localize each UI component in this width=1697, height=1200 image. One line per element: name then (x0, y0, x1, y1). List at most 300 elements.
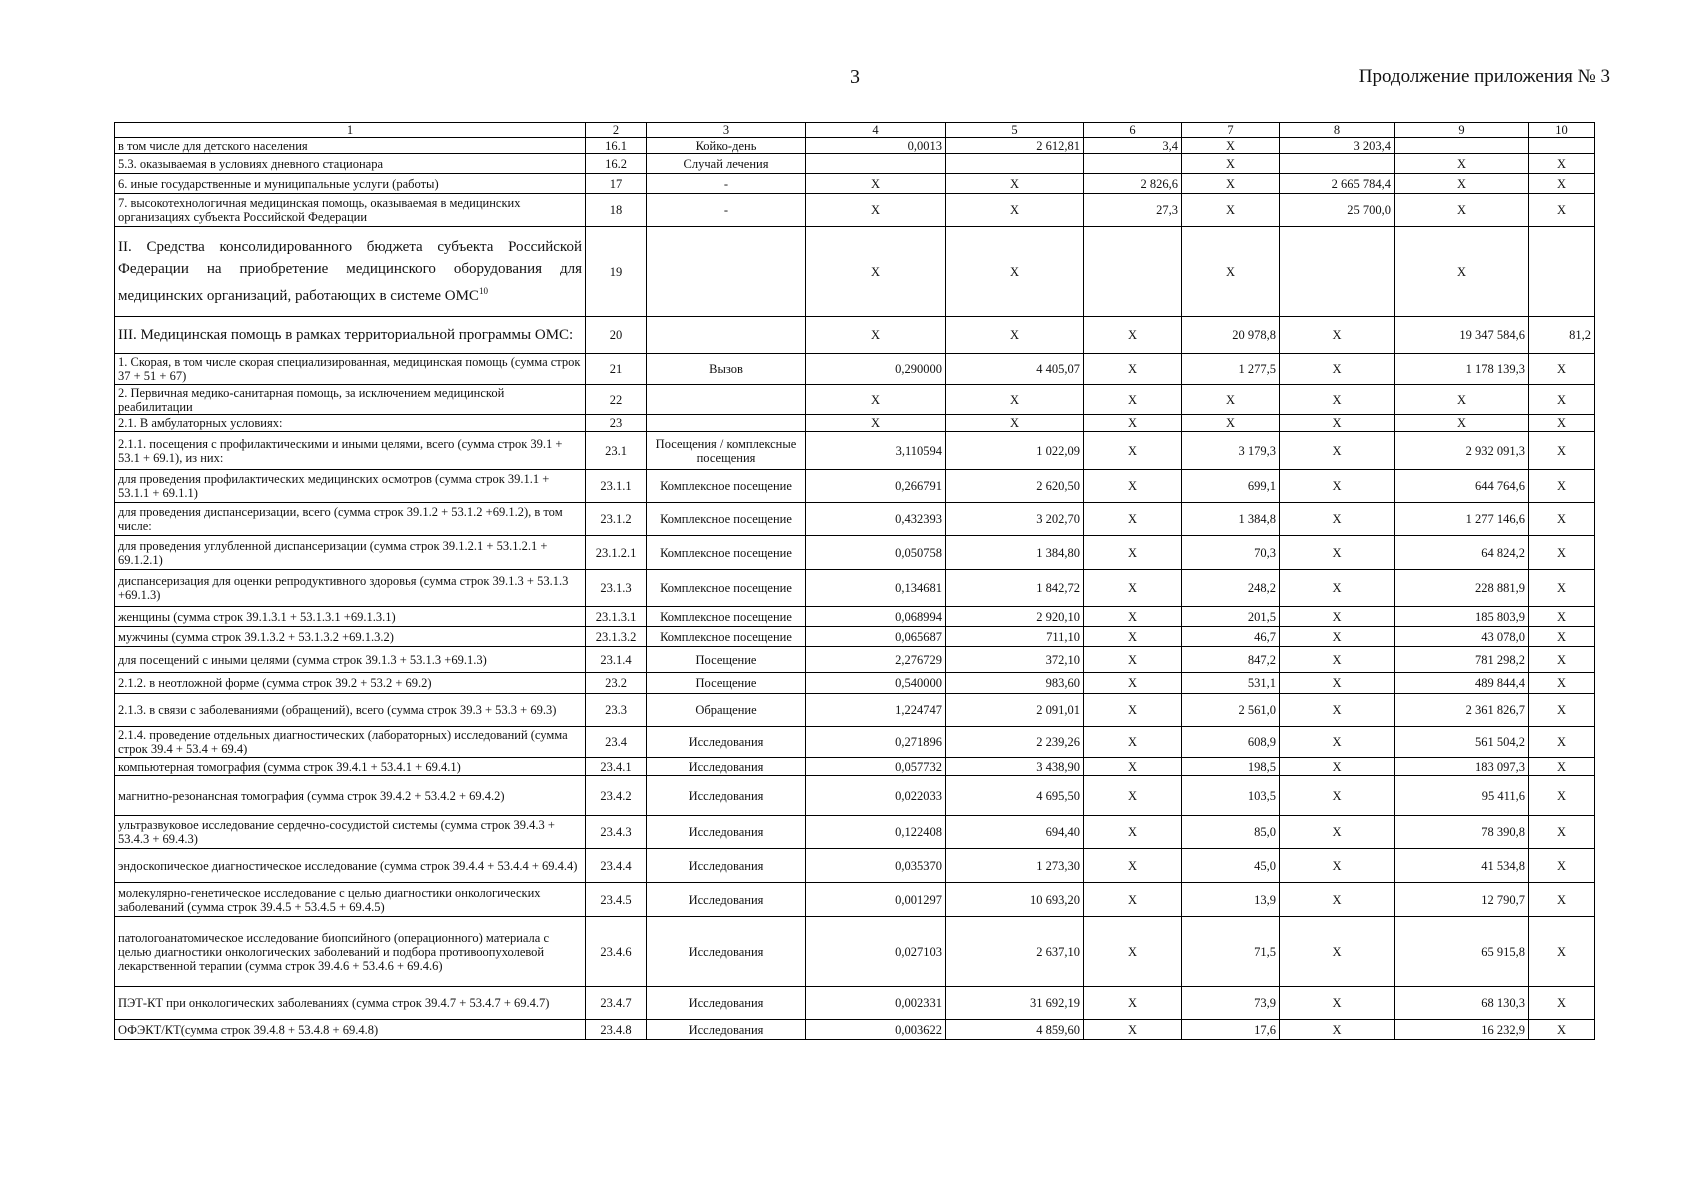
row-label-cell: для проведения профилактических медицинских осмотров (сумма строк 39.1.1 + 53.1.1 + 69.1.1) (115, 470, 586, 503)
data-cell: 65 915,8 (1395, 917, 1529, 987)
row-label-cell: 2.1.4. проведение отдельных диагностических (лабораторных) исследований (сумма строк 39.4 + 53.4 + 69.4) (115, 727, 586, 758)
data-cell: 23.1.4 (586, 647, 647, 673)
data-cell: X (1529, 776, 1595, 816)
row-label-cell: 2.1.3. в связи с заболеваниями (обращений), всего (сумма строк 39.3 + 53.3 + 69.3) (115, 694, 586, 727)
row-label-cell: 5.3. оказываемая в условиях дневного стационара (115, 154, 586, 174)
table-row (115, 607, 1595, 627)
data-cell: 2 637,10 (946, 917, 1084, 987)
data-cell: X (1280, 432, 1395, 470)
table-row (115, 883, 1595, 917)
row-label-cell: 6. иные государственные и муниципальные услуги (работы) (115, 174, 586, 194)
table-row (115, 415, 1595, 432)
data-cell: Комплексное посещение (647, 536, 806, 570)
data-cell: 0,134681 (806, 570, 946, 607)
data-cell: 3 179,3 (1182, 432, 1280, 470)
data-cell: 781 298,2 (1395, 647, 1529, 673)
data-cell: Комплексное посещение (647, 470, 806, 503)
data-cell: 20 978,8 (1182, 317, 1280, 354)
data-cell: 10 693,20 (946, 883, 1084, 917)
data-cell: X (1084, 536, 1182, 570)
data-cell: X (1280, 385, 1395, 415)
data-cell: Комплексное посещение (647, 503, 806, 536)
appendix-title: Продолжение приложения № 3 (1358, 66, 1610, 87)
data-cell: Койко-день (647, 138, 806, 154)
data-cell: 2 361 826,7 (1395, 694, 1529, 727)
data-cell: X (1529, 154, 1595, 174)
data-cell: X (946, 194, 1084, 227)
data-cell: 73,9 (1182, 987, 1280, 1020)
data-cell: 23.1.2 (586, 503, 647, 536)
table-row (115, 1020, 1595, 1040)
row-label-cell: ОФЭКТ/КТ(сумма строк 39.4.8 + 53.4.8 + 69.4.8) (115, 1020, 586, 1040)
data-cell: 18 (586, 194, 647, 227)
data-cell: X (1395, 415, 1529, 432)
data-cell: 711,10 (946, 627, 1084, 647)
data-cell: X (1529, 354, 1595, 385)
data-cell: X (1280, 758, 1395, 776)
data-cell: X (1529, 694, 1595, 727)
data-cell: Исследования (647, 883, 806, 917)
data-cell: 22 (586, 385, 647, 415)
row-label-cell: 7. высокотехнологичная медицинская помощь, оказываемая в медицинских организациях субъекта Российской Федерации (115, 194, 586, 227)
table-row (115, 536, 1595, 570)
data-cell: 45,0 (1182, 849, 1280, 883)
data-cell: 17,6 (1182, 1020, 1280, 1040)
column-header: 5 (946, 123, 1084, 138)
data-cell: X (1280, 776, 1395, 816)
data-cell: 1 277 146,6 (1395, 503, 1529, 536)
data-cell: 68 130,3 (1395, 987, 1529, 1020)
data-cell: X (1280, 816, 1395, 849)
data-cell: X (806, 227, 946, 317)
data-cell: 95 411,6 (1395, 776, 1529, 816)
data-cell: 13,9 (1182, 883, 1280, 917)
data-cell (647, 317, 806, 354)
data-cell: 2 620,50 (946, 470, 1084, 503)
data-cell: 489 844,4 (1395, 673, 1529, 694)
data-cell: X (1280, 727, 1395, 758)
data-cell: X (1529, 987, 1595, 1020)
data-cell: X (1280, 317, 1395, 354)
data-cell: X (1084, 607, 1182, 627)
data-cell (1529, 138, 1595, 154)
data-cell: X (1182, 138, 1280, 154)
footnote-ref: 10 (478, 286, 488, 296)
data-cell: 46,7 (1182, 627, 1280, 647)
column-header: 6 (1084, 123, 1182, 138)
data-cell: 1 842,72 (946, 570, 1084, 607)
data-cell: Исследования (647, 849, 806, 883)
data-cell: 0,057732 (806, 758, 946, 776)
data-cell: 25 700,0 (1280, 194, 1395, 227)
data-cell: 43 078,0 (1395, 627, 1529, 647)
data-cell: X (946, 227, 1084, 317)
data-cell: Исследования (647, 987, 806, 1020)
column-header: 1 (115, 123, 586, 138)
data-cell: 78 390,8 (1395, 816, 1529, 849)
data-cell: X (1084, 917, 1182, 987)
data-cell: X (1280, 607, 1395, 627)
data-cell: X (1395, 194, 1529, 227)
row-label-cell: диспансеризация для оценки репродуктивного здоровья (сумма строк 39.1.3 + 53.1.3 +69.1.3) (115, 570, 586, 607)
data-cell: 20 (586, 317, 647, 354)
data-cell: 561 504,2 (1395, 727, 1529, 758)
data-cell: 644 764,6 (1395, 470, 1529, 503)
data-cell: 201,5 (1182, 607, 1280, 627)
data-cell: X (1529, 758, 1595, 776)
financing-table (114, 122, 1595, 1040)
data-cell: 2 561,0 (1182, 694, 1280, 727)
data-cell: X (1182, 194, 1280, 227)
data-cell (1280, 154, 1395, 174)
data-cell: 23.2 (586, 673, 647, 694)
data-cell: 1 178 139,3 (1395, 354, 1529, 385)
data-cell: 71,5 (1182, 917, 1280, 987)
data-cell: X (1529, 673, 1595, 694)
table-row (115, 727, 1595, 758)
data-cell: 0,0013 (806, 138, 946, 154)
data-cell: Исследования (647, 776, 806, 816)
column-header: 3 (647, 123, 806, 138)
data-cell: 23.4 (586, 727, 647, 758)
data-cell: 0,068994 (806, 607, 946, 627)
data-cell: X (1182, 415, 1280, 432)
row-label-cell: 2.1.1. посещения с профилактическими и иными целями, всего (сумма строк 39.1 + 53.1 + 69.1), из них: (115, 432, 586, 470)
data-cell: 4 859,60 (946, 1020, 1084, 1040)
data-cell: X (1529, 727, 1595, 758)
data-cell: X (1280, 415, 1395, 432)
table-row (115, 917, 1595, 987)
data-cell: X (1395, 154, 1529, 174)
data-cell: 23.4.8 (586, 1020, 647, 1040)
row-label-cell: женщины (сумма строк 39.1.3.1 + 53.1.3.1 +69.1.3.1) (115, 607, 586, 627)
data-cell: X (1529, 1020, 1595, 1040)
data-cell: 198,5 (1182, 758, 1280, 776)
data-cell: 847,2 (1182, 647, 1280, 673)
data-cell: X (1084, 570, 1182, 607)
data-cell: 23.3 (586, 694, 647, 727)
column-header: 9 (1395, 123, 1529, 138)
data-cell: 0,003622 (806, 1020, 946, 1040)
data-cell: 983,60 (946, 673, 1084, 694)
table-row (115, 816, 1595, 849)
data-cell: 64 824,2 (1395, 536, 1529, 570)
data-cell: 0,122408 (806, 816, 946, 849)
data-cell: 3 438,90 (946, 758, 1084, 776)
data-cell: X (1084, 673, 1182, 694)
data-cell: 2 920,10 (946, 607, 1084, 627)
data-cell: Посещения / комплексные посещения (647, 432, 806, 470)
table-row (115, 673, 1595, 694)
data-cell: 23.4.7 (586, 987, 647, 1020)
data-cell: X (1280, 987, 1395, 1020)
data-cell: 2 612,81 (946, 138, 1084, 154)
data-cell: 531,1 (1182, 673, 1280, 694)
data-cell: 1,224747 (806, 694, 946, 727)
data-cell: Обращение (647, 694, 806, 727)
data-cell: X (1280, 470, 1395, 503)
data-cell: 0,065687 (806, 627, 946, 647)
data-cell: X (1182, 385, 1280, 415)
data-cell: X (1084, 849, 1182, 883)
data-cell: 41 534,8 (1395, 849, 1529, 883)
table-row (115, 227, 1595, 317)
table-row (115, 849, 1595, 883)
data-cell: X (1529, 432, 1595, 470)
data-cell: 2 091,01 (946, 694, 1084, 727)
data-cell: X (1529, 470, 1595, 503)
data-cell: 2 239,26 (946, 727, 1084, 758)
data-cell: X (946, 385, 1084, 415)
data-cell: X (1084, 987, 1182, 1020)
row-label-cell: ультразвуковое исследование сердечно-сосудистой системы (сумма строк 39.4.3 + 53.4.3 + 69.4.3) (115, 816, 586, 849)
row-label-cell: магнитно-резонансная томография (сумма строк 39.4.2 + 53.4.2 + 69.4.2) (115, 776, 586, 816)
table-row (115, 174, 1595, 194)
data-cell: 23.1.3.2 (586, 627, 647, 647)
data-cell: 21 (586, 354, 647, 385)
table-row (115, 138, 1595, 154)
data-cell: - (647, 174, 806, 194)
table-row (115, 154, 1595, 174)
data-cell: X (1084, 627, 1182, 647)
data-cell: 19 347 584,6 (1395, 317, 1529, 354)
data-cell: X (1280, 536, 1395, 570)
data-cell: Исследования (647, 758, 806, 776)
data-cell: X (1084, 758, 1182, 776)
data-cell: X (1084, 883, 1182, 917)
data-cell: 23.4.6 (586, 917, 647, 987)
data-cell: X (1529, 849, 1595, 883)
data-cell: 23.4.5 (586, 883, 647, 917)
data-cell: 2,276729 (806, 647, 946, 673)
row-label-cell: 2.1. В амбулаторных условиях: (115, 415, 586, 432)
data-cell: 3,110594 (806, 432, 946, 470)
data-cell: X (1280, 1020, 1395, 1040)
table-row (115, 694, 1595, 727)
data-cell: X (1084, 385, 1182, 415)
data-cell: 1 384,80 (946, 536, 1084, 570)
data-cell: Исследования (647, 816, 806, 849)
data-cell: X (1084, 354, 1182, 385)
data-cell: 0,035370 (806, 849, 946, 883)
data-cell: Вызов (647, 354, 806, 385)
data-cell: X (1280, 917, 1395, 987)
column-number-row (115, 123, 1595, 138)
row-label-cell: мужчины (сумма строк 39.1.3.2 + 53.1.3.2 +69.1.3.2) (115, 627, 586, 647)
row-label-cell: 2.1.2. в неотложной форме (сумма строк 39.2 + 53.2 + 69.2) (115, 673, 586, 694)
data-cell: X (806, 194, 946, 227)
data-cell: 85,0 (1182, 816, 1280, 849)
data-cell: X (806, 385, 946, 415)
data-cell: - (647, 194, 806, 227)
row-label-cell: 2. Первичная медико-санитарная помощь, за исключением медицинской реабилитации (115, 385, 586, 415)
row-label-cell: 1. Скорая, в том числе скорая специализированная, медицинская помощь (сумма строк 37 + 51 + 67) (115, 354, 586, 385)
data-cell: 248,2 (1182, 570, 1280, 607)
data-cell: X (806, 415, 946, 432)
data-cell: 0,432393 (806, 503, 946, 536)
data-cell: 372,10 (946, 647, 1084, 673)
data-cell: X (1182, 227, 1280, 317)
data-cell: 23.4.2 (586, 776, 647, 816)
row-label-cell: III. Медицинская помощь в рамках территориальной программы ОМС: (115, 317, 586, 354)
data-cell: 1 022,09 (946, 432, 1084, 470)
table-row (115, 627, 1595, 647)
data-cell: X (806, 174, 946, 194)
data-cell (1280, 227, 1395, 317)
data-cell: Исследования (647, 917, 806, 987)
table-row (115, 570, 1595, 607)
data-cell: 31 692,19 (946, 987, 1084, 1020)
data-cell: X (1084, 776, 1182, 816)
data-cell: 1 277,5 (1182, 354, 1280, 385)
row-label-cell: в том числе для детского населения (115, 138, 586, 154)
data-cell: 23 (586, 415, 647, 432)
table-row (115, 432, 1595, 470)
data-cell: X (1529, 536, 1595, 570)
data-cell: 16.1 (586, 138, 647, 154)
data-cell: X (1084, 694, 1182, 727)
data-cell: X (1280, 627, 1395, 647)
data-cell: 694,40 (946, 816, 1084, 849)
data-cell: X (1529, 415, 1595, 432)
data-cell: X (1084, 727, 1182, 758)
data-cell: 17 (586, 174, 647, 194)
column-header: 8 (1280, 123, 1395, 138)
data-cell: X (806, 317, 946, 354)
data-cell: 0,002331 (806, 987, 946, 1020)
data-cell: X (1084, 317, 1182, 354)
data-cell: X (1084, 503, 1182, 536)
data-cell: 12 790,7 (1395, 883, 1529, 917)
data-cell: X (1280, 694, 1395, 727)
data-cell (1084, 227, 1182, 317)
data-cell: 1 273,30 (946, 849, 1084, 883)
table-row (115, 385, 1595, 415)
data-cell: 23.4.4 (586, 849, 647, 883)
data-cell: 23.1.3 (586, 570, 647, 607)
data-cell: X (1529, 883, 1595, 917)
data-cell: X (1529, 647, 1595, 673)
data-cell: X (1529, 816, 1595, 849)
data-cell: 1 384,8 (1182, 503, 1280, 536)
data-cell: Посещение (647, 673, 806, 694)
data-cell: 23.1.3.1 (586, 607, 647, 627)
data-cell: X (1395, 227, 1529, 317)
data-cell: 70,3 (1182, 536, 1280, 570)
data-cell: Комплексное посещение (647, 607, 806, 627)
table-row (115, 987, 1595, 1020)
data-cell: 0,050758 (806, 536, 946, 570)
data-cell: 16 232,9 (1395, 1020, 1529, 1040)
data-cell: X (1280, 883, 1395, 917)
data-cell: Исследования (647, 1020, 806, 1040)
data-cell: X (946, 415, 1084, 432)
data-cell: 23.4.3 (586, 816, 647, 849)
table-row (115, 317, 1595, 354)
row-label-cell: для проведения углубленной диспансеризации (сумма строк 39.1.2.1 + 53.1.2.1 + 69.1.2.1) (115, 536, 586, 570)
data-cell: X (1395, 174, 1529, 194)
data-cell (1395, 138, 1529, 154)
data-cell: 2 665 784,4 (1280, 174, 1395, 194)
data-cell: 16.2 (586, 154, 647, 174)
data-cell (647, 415, 806, 432)
data-cell: 23.1 (586, 432, 647, 470)
data-cell: 103,5 (1182, 776, 1280, 816)
data-cell: X (1182, 154, 1280, 174)
data-cell: Посещение (647, 647, 806, 673)
data-cell: 3 203,4 (1280, 138, 1395, 154)
data-cell: X (1084, 647, 1182, 673)
data-cell: X (946, 317, 1084, 354)
data-cell: X (1529, 917, 1595, 987)
data-cell: Комплексное посещение (647, 627, 806, 647)
data-cell: X (1529, 174, 1595, 194)
row-label-cell: для проведения диспансеризации, всего (сумма строк 39.1.2 + 53.1.2 +69.1.2), в том числе: (115, 503, 586, 536)
data-cell: Исследования (647, 727, 806, 758)
data-cell: 608,9 (1182, 727, 1280, 758)
data-cell: 0,027103 (806, 917, 946, 987)
row-label-cell: для посещений с иными целями (сумма строк 39.1.3 + 53.1.3 +69.1.3) (115, 647, 586, 673)
data-cell: Случай лечения (647, 154, 806, 174)
data-cell: X (1395, 385, 1529, 415)
data-cell (647, 227, 806, 317)
data-cell: X (1182, 174, 1280, 194)
data-cell: 0,540000 (806, 673, 946, 694)
column-header: 10 (1529, 123, 1595, 138)
data-cell: 19 (586, 227, 647, 317)
table-row (115, 354, 1595, 385)
data-cell (806, 154, 946, 174)
data-cell: X (1084, 470, 1182, 503)
data-cell: X (1280, 503, 1395, 536)
data-cell: 3 202,70 (946, 503, 1084, 536)
table-row (115, 470, 1595, 503)
data-cell: X (946, 174, 1084, 194)
data-cell: X (1529, 194, 1595, 227)
row-label-cell: эндоскопическое диагностическое исследование (сумма строк 39.4.4 + 53.4.4 + 69.4.4) (115, 849, 586, 883)
data-cell: 81,2 (1529, 317, 1595, 354)
data-cell: X (1529, 385, 1595, 415)
data-cell: 0,001297 (806, 883, 946, 917)
data-cell: X (1529, 627, 1595, 647)
data-cell: X (1280, 849, 1395, 883)
data-cell: 228 881,9 (1395, 570, 1529, 607)
data-cell: 185 803,9 (1395, 607, 1529, 627)
data-cell: X (1280, 647, 1395, 673)
data-cell: 2 932 091,3 (1395, 432, 1529, 470)
data-cell: 0,022033 (806, 776, 946, 816)
data-cell: X (1084, 1020, 1182, 1040)
data-cell: X (1529, 503, 1595, 536)
data-cell: X (1280, 570, 1395, 607)
row-label-cell: компьютерная томография (сумма строк 39.4.1 + 53.4.1 + 69.4.1) (115, 758, 586, 776)
page-number: 3 (850, 66, 860, 88)
column-header: 4 (806, 123, 946, 138)
data-cell: 23.4.1 (586, 758, 647, 776)
data-cell: X (1084, 432, 1182, 470)
data-cell: 699,1 (1182, 470, 1280, 503)
data-cell (946, 154, 1084, 174)
data-cell: X (1280, 673, 1395, 694)
data-cell (1084, 154, 1182, 174)
data-cell: 4 405,07 (946, 354, 1084, 385)
table-row (115, 503, 1595, 536)
data-cell: 27,3 (1084, 194, 1182, 227)
data-cell (1529, 227, 1595, 317)
table-row (115, 647, 1595, 673)
data-cell: Комплексное посещение (647, 570, 806, 607)
data-cell: X (1529, 607, 1595, 627)
